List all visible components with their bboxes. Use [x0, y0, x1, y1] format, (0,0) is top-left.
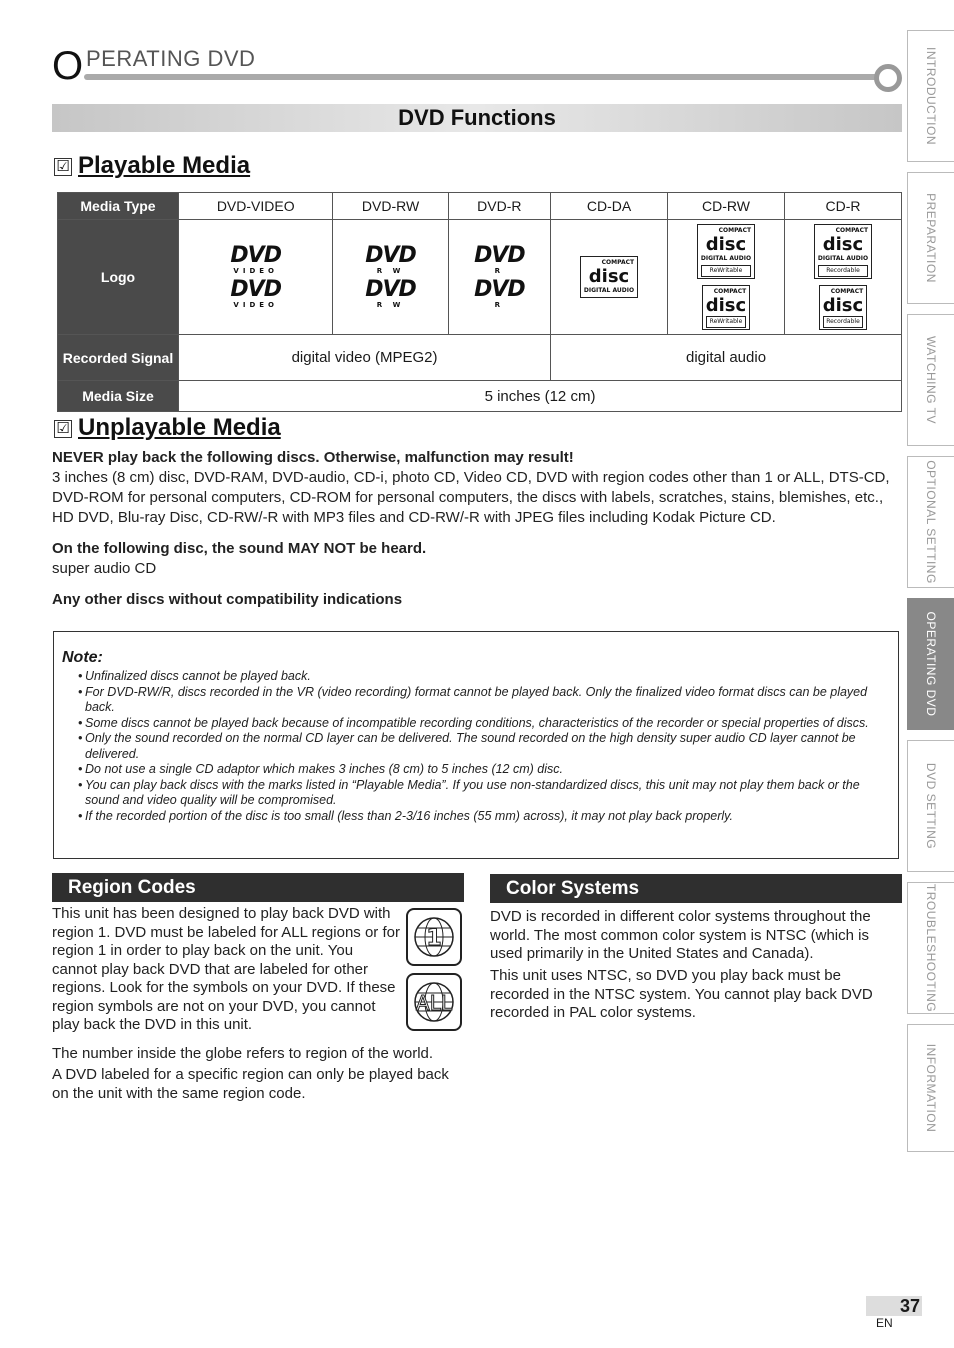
- region-paragraph-3: A DVD labeled for a specific region can only be played back on the unit with the same region code.: [52, 1066, 449, 1102]
- side-tab-preparation[interactable]: PREPARATION: [907, 172, 954, 304]
- cd-da-logo-cell: [551, 220, 668, 335]
- compact-disc-rewritable-logo-icon: COMPACT disc ReWritable: [702, 285, 750, 330]
- signal-dvd-cell: digital video (MPEG2): [179, 335, 551, 381]
- chapter-title: PERATING DVD: [86, 46, 256, 71]
- signal-cd-cell: digital audio: [551, 335, 902, 381]
- unplayable-list: 3 inches (8 cm) disc, DVD-RAM, DVD-audio, CD-i, photo CD, Video CD, DVD with region codes other than 1 or ALL, DTS-CD, DVD-ROM for personal computers, CD-ROM for personal computers, the discs with labels, scratches, stains, blemishes, etc., HD DVD, Blu-ray Disc, CD-RW/-R with MP3 files and CD-RW/-R with JPEG files including Kodak Picture CD.: [52, 469, 890, 526]
- playable-media-heading: [54, 152, 250, 180]
- dvd-r-logo-icon: DVD R: [474, 243, 525, 275]
- region-paragraph-1: This unit has been designed to play back DVD with region 1. DVD must be labeled for ALL regions or for region 1 in order to play back on the unit. You cannot play back DVD that are labeled for other regions. Look for the symbols on your DVD. If these region symbols are not on your DVD, you cannot play back the DVD in this unit.: [52, 905, 400, 1033]
- page-language: EN: [876, 1316, 893, 1330]
- media-type-cell: DVD-RW: [333, 193, 448, 220]
- side-tab-watching-tv[interactable]: WATCHING TV: [907, 314, 954, 446]
- side-tab-introduction[interactable]: INTRODUCTION: [907, 30, 954, 162]
- cd-r-logo-cell: [784, 220, 901, 335]
- checkbox-icon: ☑: [54, 420, 72, 438]
- note-item: • You can play back discs with the marks listed in “Playable Media”. If you use non-standardized discs, this unit may not play them back or the sound and video quality will be compromised.: [78, 778, 894, 809]
- compact-disc-recordable-logo-icon: COMPACT disc Recordable: [819, 285, 867, 330]
- media-type-cell: DVD-VIDEO: [179, 193, 333, 220]
- playable-media-title: Playable Media: [78, 152, 251, 179]
- note-item: • Do not use a single CD adaptor which makes 3 inches (8 cm) to 5 inches (12 cm) disc.: [78, 762, 894, 778]
- note-item: • For DVD-RW/R, discs recorded in the VR (video recording) format cannot be played back. Only the finalized video format discs can be played back.: [78, 685, 894, 716]
- row-label-recorded-signal: Recorded Signal: [58, 335, 179, 381]
- note-item: • Some discs cannot be played back because of incompatible recording conditions, characteristics of the recorder or special properties of discs.: [78, 716, 894, 732]
- unplayable-media-heading: [54, 414, 281, 442]
- dvd-rw-logo-icon: DVD R W: [365, 277, 416, 309]
- color-paragraph-1: DVD is recorded in different color systems throughout the world. The most common color system is NTSC (which is used primarily in the United States and Canada).: [490, 908, 871, 962]
- note-item: • If the recorded portion of the disc is too small (less than 2-3/16 inches (55 mm) across), it may not play back properly.: [78, 809, 894, 825]
- region-all-label: ALL: [416, 991, 452, 1015]
- color-paragraph-2: This unit uses NTSC, so DVD you play back must be recorded in the NTSC system. You cannot play back DVD recorded in PAL color systems.: [490, 967, 873, 1021]
- note-item: • Unfinalized discs cannot be played back.: [78, 669, 894, 685]
- color-systems-title: Color Systems: [490, 874, 902, 903]
- table-row-media-type: [58, 193, 902, 220]
- side-tab-information[interactable]: INFORMATION: [907, 1024, 954, 1152]
- media-type-cell: CD-DA: [551, 193, 668, 220]
- side-tab-optional-setting[interactable]: OPTIONAL SETTING: [907, 456, 954, 588]
- checkbox-icon: ☑: [54, 158, 72, 176]
- note-item: • Only the sound recorded on the normal CD layer can be delivered. The sound recorded on the high density super audio CD layer cannot be delivered.: [78, 731, 894, 762]
- row-label-media-size: Media Size: [58, 381, 179, 412]
- sound-may-not-heading: On the following disc, the sound MAY NOT be heard.: [52, 540, 427, 557]
- table-row-recorded-signal: [58, 335, 902, 381]
- unplayable-media-title: Unplayable Media: [78, 414, 281, 441]
- compact-disc-digital-audio-logo-icon: COMPACT disc DIGITAL AUDIO: [580, 256, 638, 298]
- dvd-r-logo-cell: [448, 220, 550, 335]
- region-1-globe-icon: [406, 908, 462, 966]
- side-tab-dvd-setting[interactable]: DVD SETTING: [907, 740, 954, 872]
- media-type-cell: DVD-R: [448, 193, 550, 220]
- compact-disc-recordable-logo-icon: COMPACT disc DIGITAL AUDIO Recordable: [814, 224, 872, 279]
- side-tab-troubleshooting[interactable]: TROUBLESHOOTING: [907, 882, 954, 1014]
- dvd-video-logo-icon: DVD VIDEO: [230, 243, 281, 275]
- note-list: [78, 669, 894, 824]
- note-title: Note:: [62, 649, 103, 666]
- row-label-media-type: Media Type: [58, 193, 179, 220]
- region-paragraph-2: The number inside the globe refers to region of the world.: [52, 1045, 434, 1062]
- dvd-r-logo-icon: DVD R: [474, 277, 525, 309]
- media-type-cell: CD-RW: [668, 193, 785, 220]
- table-row-logo: [58, 220, 902, 335]
- media-type-cell: CD-R: [784, 193, 901, 220]
- header-ring-icon: [874, 64, 902, 92]
- chapter-initial: O: [52, 44, 84, 88]
- media-size-cell: 5 inches (12 cm): [179, 381, 902, 412]
- sound-may-not-item: super audio CD: [52, 560, 157, 577]
- header-rule: [84, 74, 880, 80]
- dvd-rw-logo-cell: [333, 220, 448, 335]
- region-all-globe-icon: [406, 973, 462, 1031]
- dvd-video-logo-cell: [179, 220, 333, 335]
- page-number: 37: [866, 1296, 922, 1316]
- other-discs-heading: Any other discs without compatibility indications: [52, 591, 403, 608]
- section-band-title: DVD Functions: [52, 104, 902, 132]
- region-1-label: 1: [426, 926, 442, 951]
- row-label-logo: Logo: [58, 220, 179, 335]
- dvd-rw-logo-icon: DVD R W: [365, 243, 416, 275]
- playable-media-table: [57, 192, 902, 412]
- unplayable-warning: NEVER play back the following discs. Otherwise, malfunction may result!: [52, 449, 574, 466]
- side-tab-operating-dvd[interactable]: OPERATING DVD: [907, 598, 954, 730]
- dvd-video-logo-icon: DVD VIDEO: [230, 277, 281, 309]
- region-codes-title: Region Codes: [52, 873, 464, 902]
- table-row-media-size: [58, 381, 902, 412]
- compact-disc-rewritable-logo-icon: COMPACT disc DIGITAL AUDIO ReWritable: [697, 224, 755, 279]
- cd-rw-logo-cell: [668, 220, 785, 335]
